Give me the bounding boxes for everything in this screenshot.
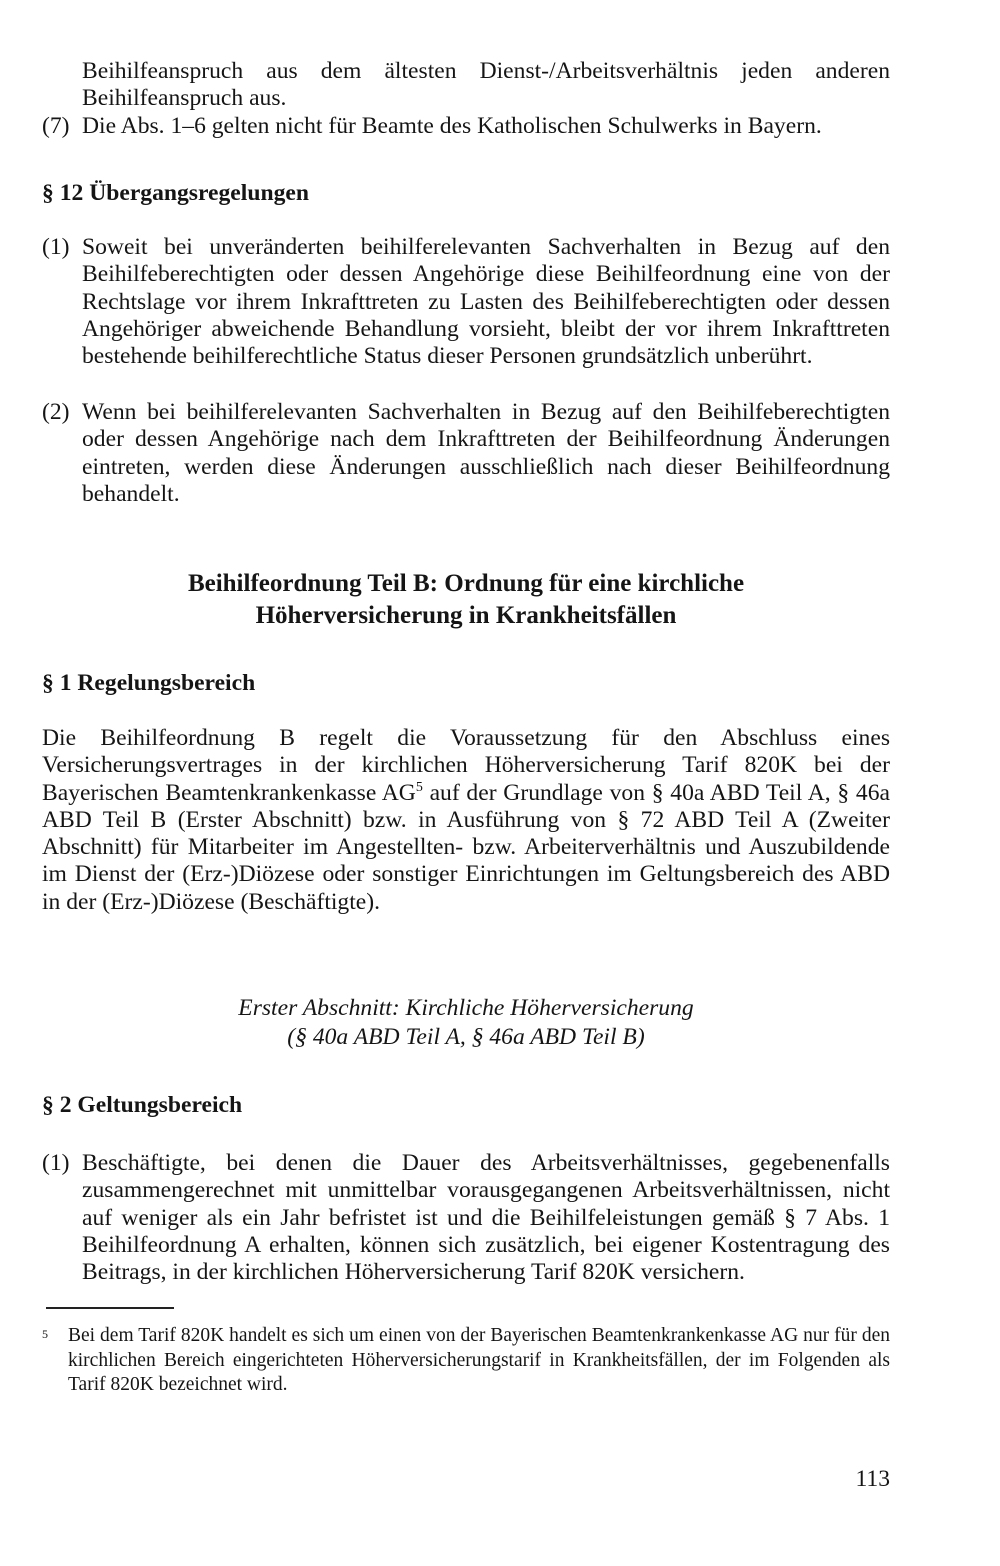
paragraph-regelungsbereich bbox=[42, 725, 890, 916]
part-title-line-1: Beihilfeordnung Teil B: Ordnung für eine kirchliche bbox=[187, 570, 745, 597]
section-title-line-2: (§ 40a ABD Teil A, § 46a ABD Teil B) bbox=[287, 1024, 645, 1050]
footnote-reference: 5 bbox=[415, 779, 423, 795]
item-text: Soweit bei unveränderten beihilferelevanten Sachverhalten in Bezug auf den Beihilfeberechtigten oder dessen Angehörige diese Beihilfeordnung eine von der Rechtslage vor ihrem Inkrafttreten zu Lasten des Beihilfeberechtigten oder dessen Angehöriger abweichende Behandlung vorsieht, bleibt der vor ihrem Inkrafttreten bestehende beihilferechtliche Status dieser Personen grundsätzlich unberührt. bbox=[82, 234, 890, 370]
list-item bbox=[42, 234, 890, 370]
footnote bbox=[42, 1324, 890, 1398]
part-title-line-2: Höherversicherung in Krankheitsfällen bbox=[255, 602, 677, 629]
item-text: Beschäftigte, bei denen die Dauer des Arbeitsverhältnisses, gegebenenfalls zusammengerechnet mit unmittelbar vorausgegangenen Arbeitsverhältnissen, nicht auf weniger als ein Jahr befristet ist und die Beihilfeleistungen gemäß § 7 Abs. 1 Beihilfeordnung A erhalten, können sich zusätzlich, bei eigener Kostentragung des Beitrags, in der kirchlichen Höherversicherung Tarif 820K versichern. bbox=[82, 1150, 890, 1286]
item-text: Wenn bei beihilferelevanten Sachverhalten in Bezug auf den Beihilfeberechtigten oder dessen Angehörige nach dem Inkrafttreten der Beihilfeordnung Änderungen eintreten, werden diese Änderungen ausschließlich nach dieser Beihilfeordnung behandelt. bbox=[82, 399, 890, 507]
list-item bbox=[42, 1150, 890, 1286]
list-item bbox=[42, 399, 890, 508]
section-heading-1: § 1 Regelungsbereich bbox=[42, 670, 256, 696]
section-title bbox=[42, 994, 890, 1052]
paragraph-text-part2: auf der Grundlage von § 40a ABD Teil A, § 46a ABD Teil B (Erster Abschnitt) bzw. in Ausführung von § 72 ABD Teil A (Zweiter Abschnitt) für Mitarbeiter im Angestellten- bzw. Arbeiterverhältnis und Auszubildende im Dienst der (Erz-)Diözese oder sonstiger Einrichtungen im Geltungsbereich des ABD in der (Erz-)Diözese (Beschäftigte). bbox=[42, 779, 890, 915]
item-number: (7) bbox=[42, 113, 70, 139]
footnote-number: 5 bbox=[42, 1327, 48, 1341]
item-number: (2) bbox=[42, 399, 70, 425]
continuation-text: Beihilfeanspruch aus dem ältesten Dienst-/Arbeitsverhältnis jeden anderen Beihilfeanspruch aus. bbox=[82, 58, 890, 112]
page-number: 113 bbox=[855, 1466, 890, 1492]
item-number: (1) bbox=[42, 234, 70, 260]
list-item bbox=[42, 113, 890, 140]
footnote-text: Bei dem Tarif 820K handelt es sich um einen von der Bayerischen Beamtenkrankenkasse AG nur für den kirchlichen Bereich eingerichteten Höherversicherungstarif in Krankheitsfällen, der im Folgenden als Tarif 820K bezeichnet wird. bbox=[68, 1325, 890, 1395]
part-title bbox=[42, 568, 890, 632]
paragraph-text-part1: Die Beihilfeordnung B regelt die Voraussetzung für den Abschluss eines Versicherungsvertrages in der kirchlichen Höherversicherung Tarif 820K bei der Bayerischen Beamtenkrankenkasse AG bbox=[42, 725, 890, 806]
section-heading-2: § 2 Geltungsbereich bbox=[42, 1092, 243, 1118]
item-number: (1) bbox=[42, 1150, 70, 1176]
footnote-divider bbox=[46, 1307, 174, 1309]
section-title-line-1: Erster Abschnitt: Kirchliche Höherversicherung bbox=[238, 995, 694, 1021]
item-text: Die Abs. 1–6 gelten nicht für Beamte des Katholischen Schulwerks in Bayern. bbox=[82, 113, 822, 139]
section-heading-12: § 12 Übergangsregelungen bbox=[42, 180, 309, 206]
